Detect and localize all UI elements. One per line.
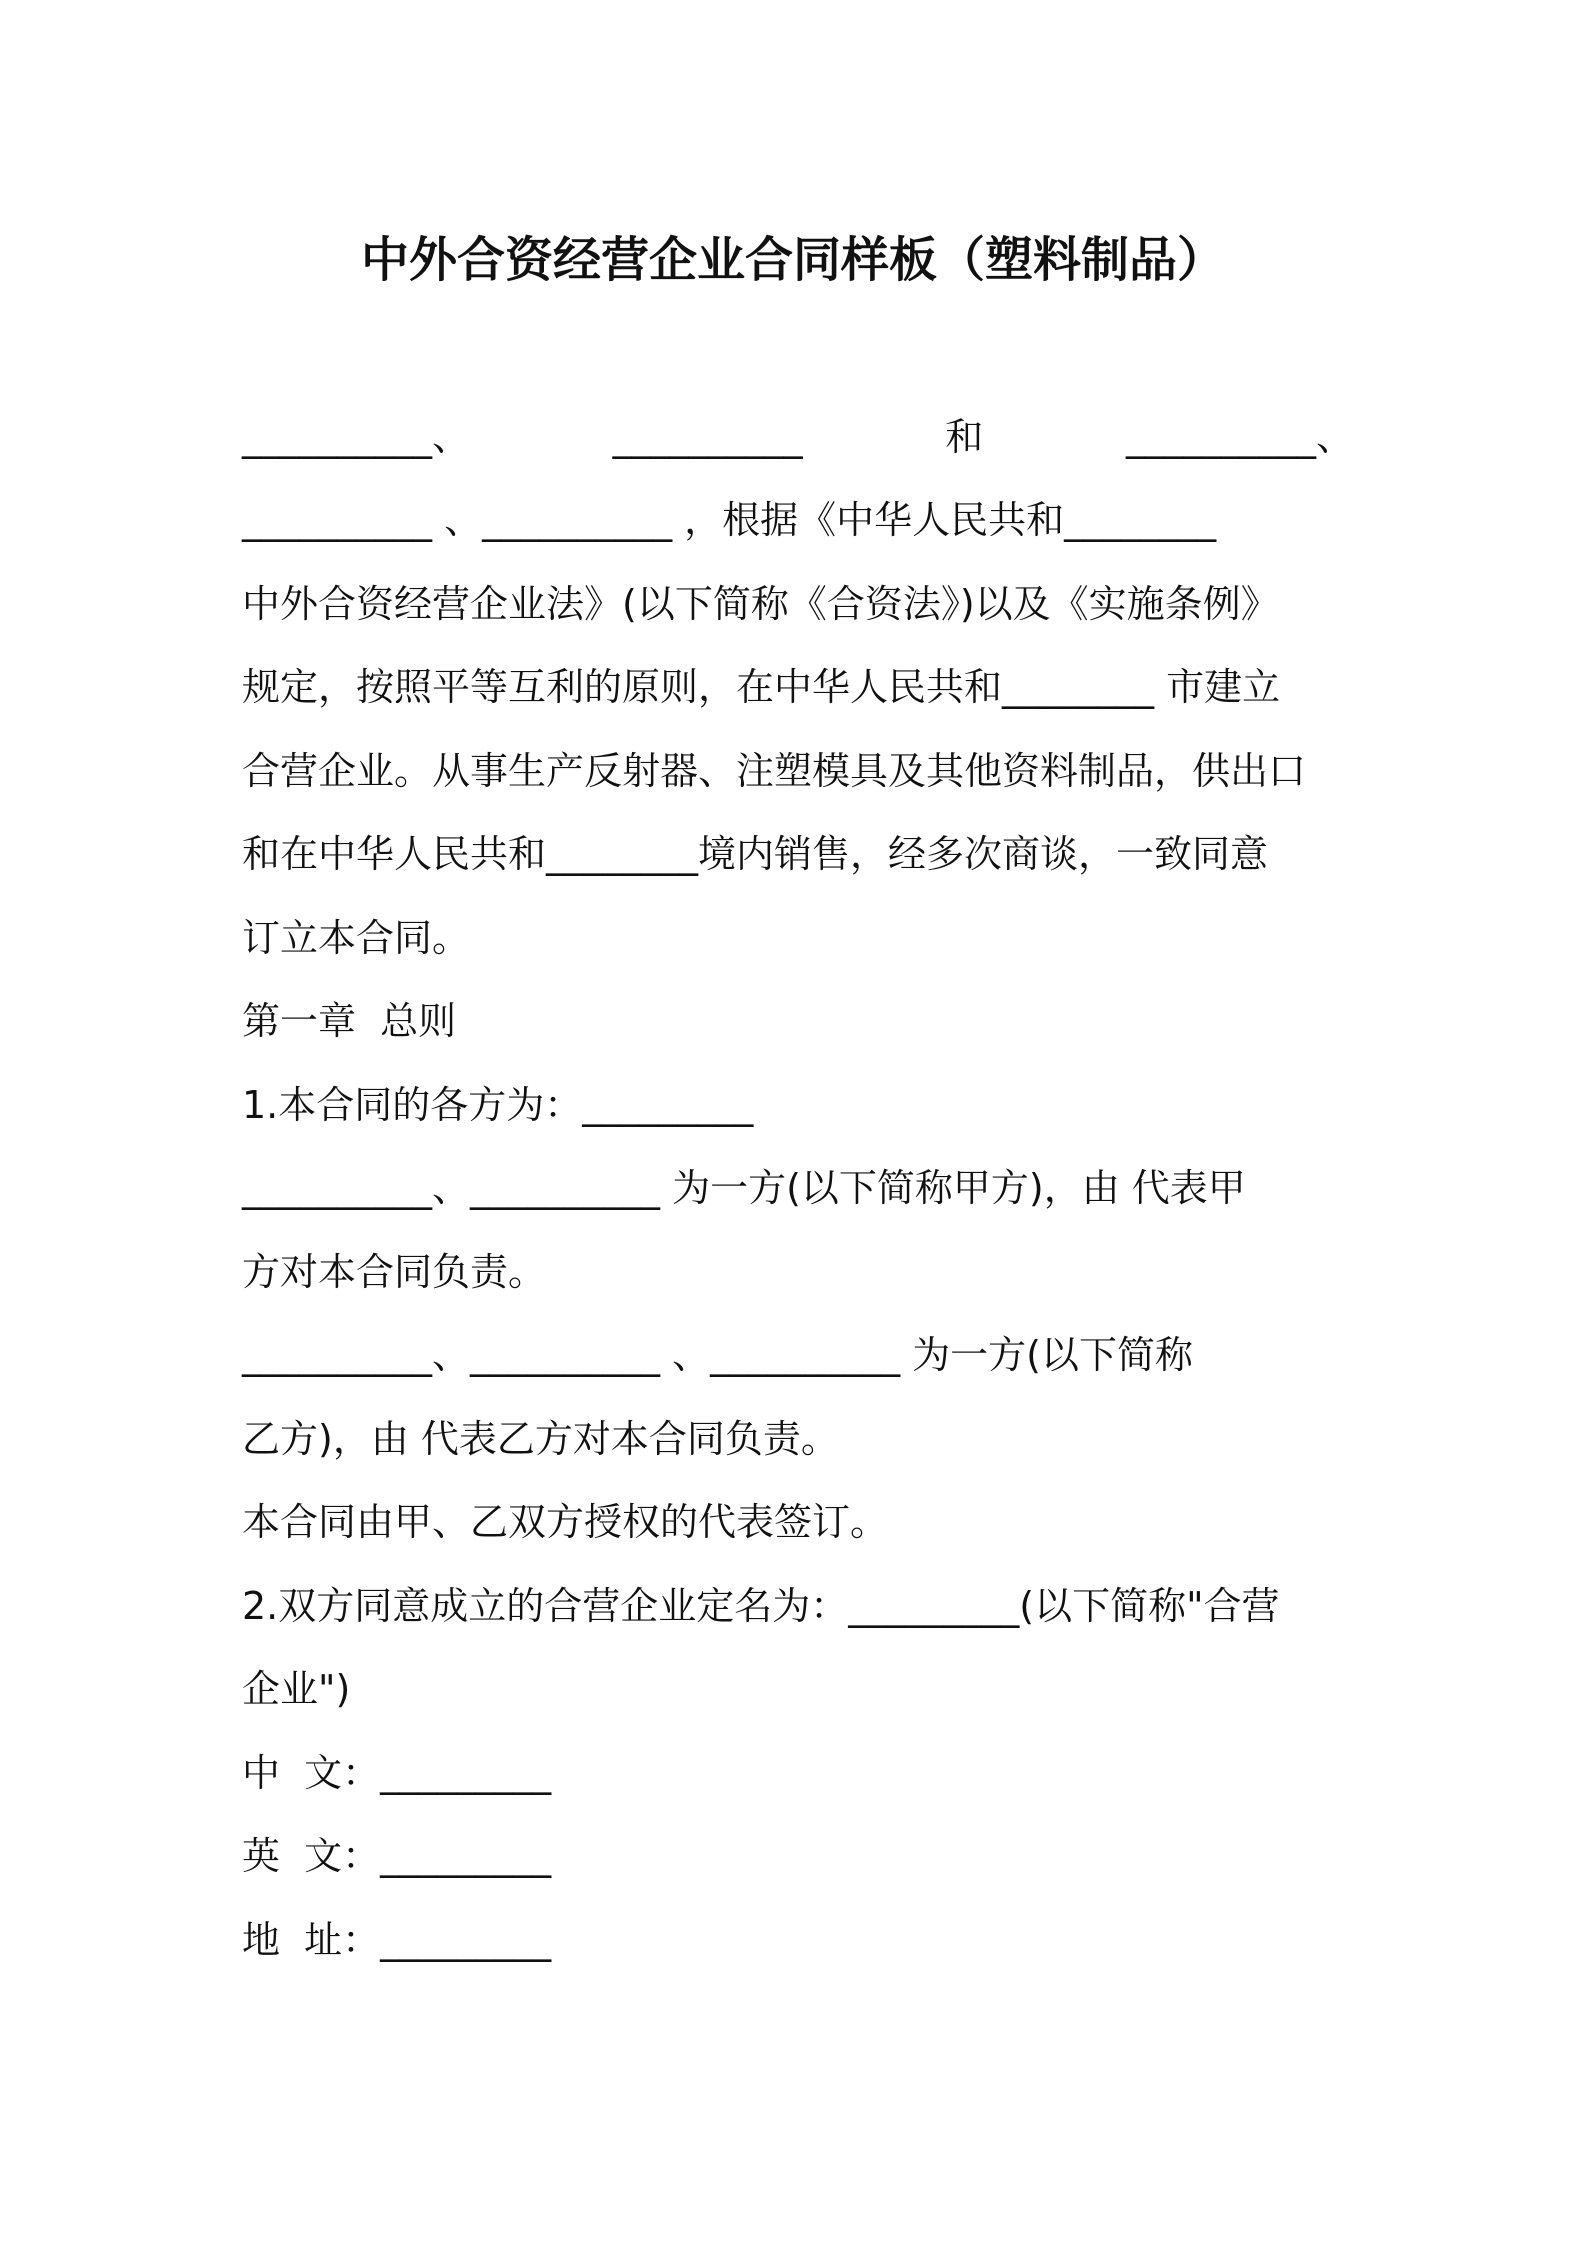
field-line-address: 地 址：_________ [242, 1918, 552, 1962]
intro-blanks-row [242, 415, 1354, 459]
blank-field: __________ [612, 415, 803, 459]
chapter-heading: 第一章 总则 [242, 999, 457, 1043]
clause-line: 2.双方同意成立的合营企业定名为：_________(以下简称"合营 [242, 1584, 1280, 1628]
clause-line: __________、__________ 为一方(以下简称甲方)，由 代表甲 [242, 1166, 1246, 1210]
clause-line: 1.本合同的各方为：_________ [242, 1083, 754, 1127]
field-line-chinese-name: 中 文：_________ [242, 1751, 552, 1795]
clause-line: 方对本合同负责。 [242, 1250, 547, 1294]
body-line: __________ 、__________ ，根据《中华人民共和________ [242, 498, 1217, 542]
conjunction-text: 和 [945, 415, 984, 459]
body-line: 规定，按照平等互利的原则，在中华人民共和________ 市建立 [242, 665, 1281, 709]
clause-line: 企业") [242, 1667, 351, 1711]
clause-line: __________、__________ 、__________ 为一方(以下简称 [242, 1333, 1193, 1377]
field-line-english-name: 英 文：_________ [242, 1834, 552, 1878]
body-line: 中外合资经营企业法》(以下简称《合资法》)以及《实施条例》 [242, 582, 1279, 626]
document-title: 中外合资经营企业合同样板（塑料制品） [360, 232, 1225, 288]
body-line: 订立本合同。 [242, 916, 471, 960]
body-line: 合营企业。从事生产反射器、注塑模具及其他资料制品，供出口 [242, 749, 1307, 793]
clause-line: 本合同由甲、乙双方授权的代表签订。 [242, 1500, 889, 1544]
blank-field: __________、 [1125, 415, 1354, 459]
body-line: 和在中华人民共和________境内销售，经多次商谈，一致同意 [242, 832, 1269, 876]
blank-field: __________、 [242, 415, 471, 459]
clause-line: 乙方)，由 代表乙方对本合同负责。 [242, 1417, 839, 1461]
